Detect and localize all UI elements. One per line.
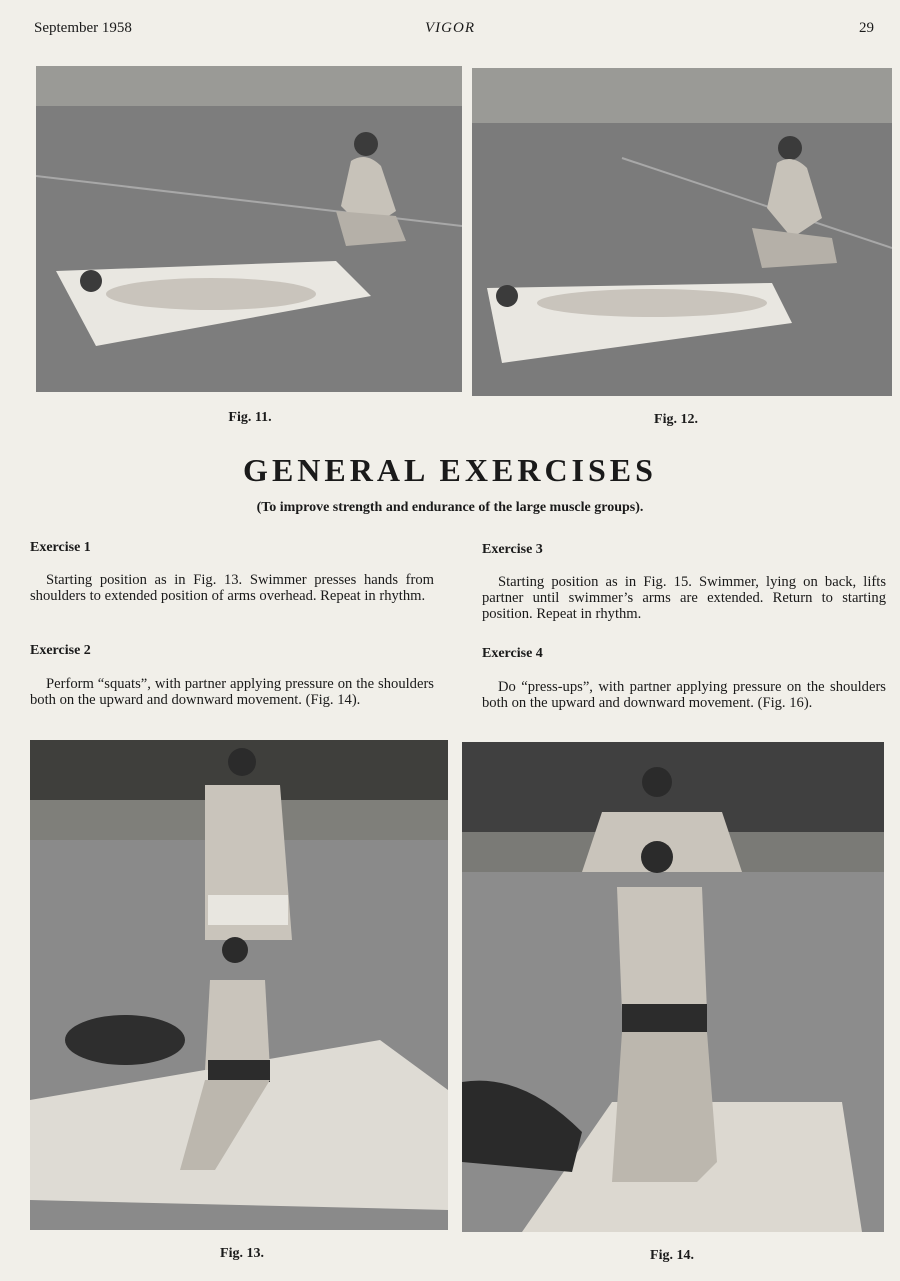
header-magazine: VIGOR (425, 20, 475, 36)
fig-11-caption: Fig. 11. (228, 410, 272, 425)
fig-13-photo (30, 740, 448, 1230)
exercise-3-heading: Exercise 3 (482, 542, 543, 557)
fig-11-photo (36, 66, 462, 392)
exercise-2-heading: Exercise 2 (30, 643, 91, 658)
exercise-3-text: Starting position as in Fig. 15. Swimmer, lying on back, lifts partner until swimmer’s arms are extended. Return to starting position. Repeat in rhythm. (482, 574, 886, 622)
section-title: GENERAL EXERCISES (243, 452, 657, 488)
exercise-4-text: Do “press-ups”, with partner applying pressure on the shoulders both on the upward and downward movement. (Fig. 16). (482, 679, 886, 711)
exercise-1-heading: Exercise 1 (30, 540, 91, 555)
exercise-1-text: Starting position as in Fig. 13. Swimmer presses hands from shoulders to extended position of arms overhead. Repeat in rhythm. (30, 572, 434, 604)
fig-12-caption: Fig. 12. (654, 412, 698, 427)
fig-14-photo (462, 742, 884, 1232)
page-number: 29 (859, 20, 874, 36)
exercise-2-text: Perform “squats”, with partner applying pressure on the shoulders both on the upward and downward movement. (Fig. 14). (30, 676, 434, 708)
fig-14-caption: Fig. 14. (650, 1248, 694, 1263)
exercise-4-heading: Exercise 4 (482, 646, 543, 661)
fig-13-caption: Fig. 13. (220, 1246, 264, 1261)
section-subtitle: (To improve strength and endurance of the large muscle groups). (256, 500, 644, 515)
header-date: September 1958 (34, 20, 132, 36)
fig-12-photo (472, 68, 892, 396)
